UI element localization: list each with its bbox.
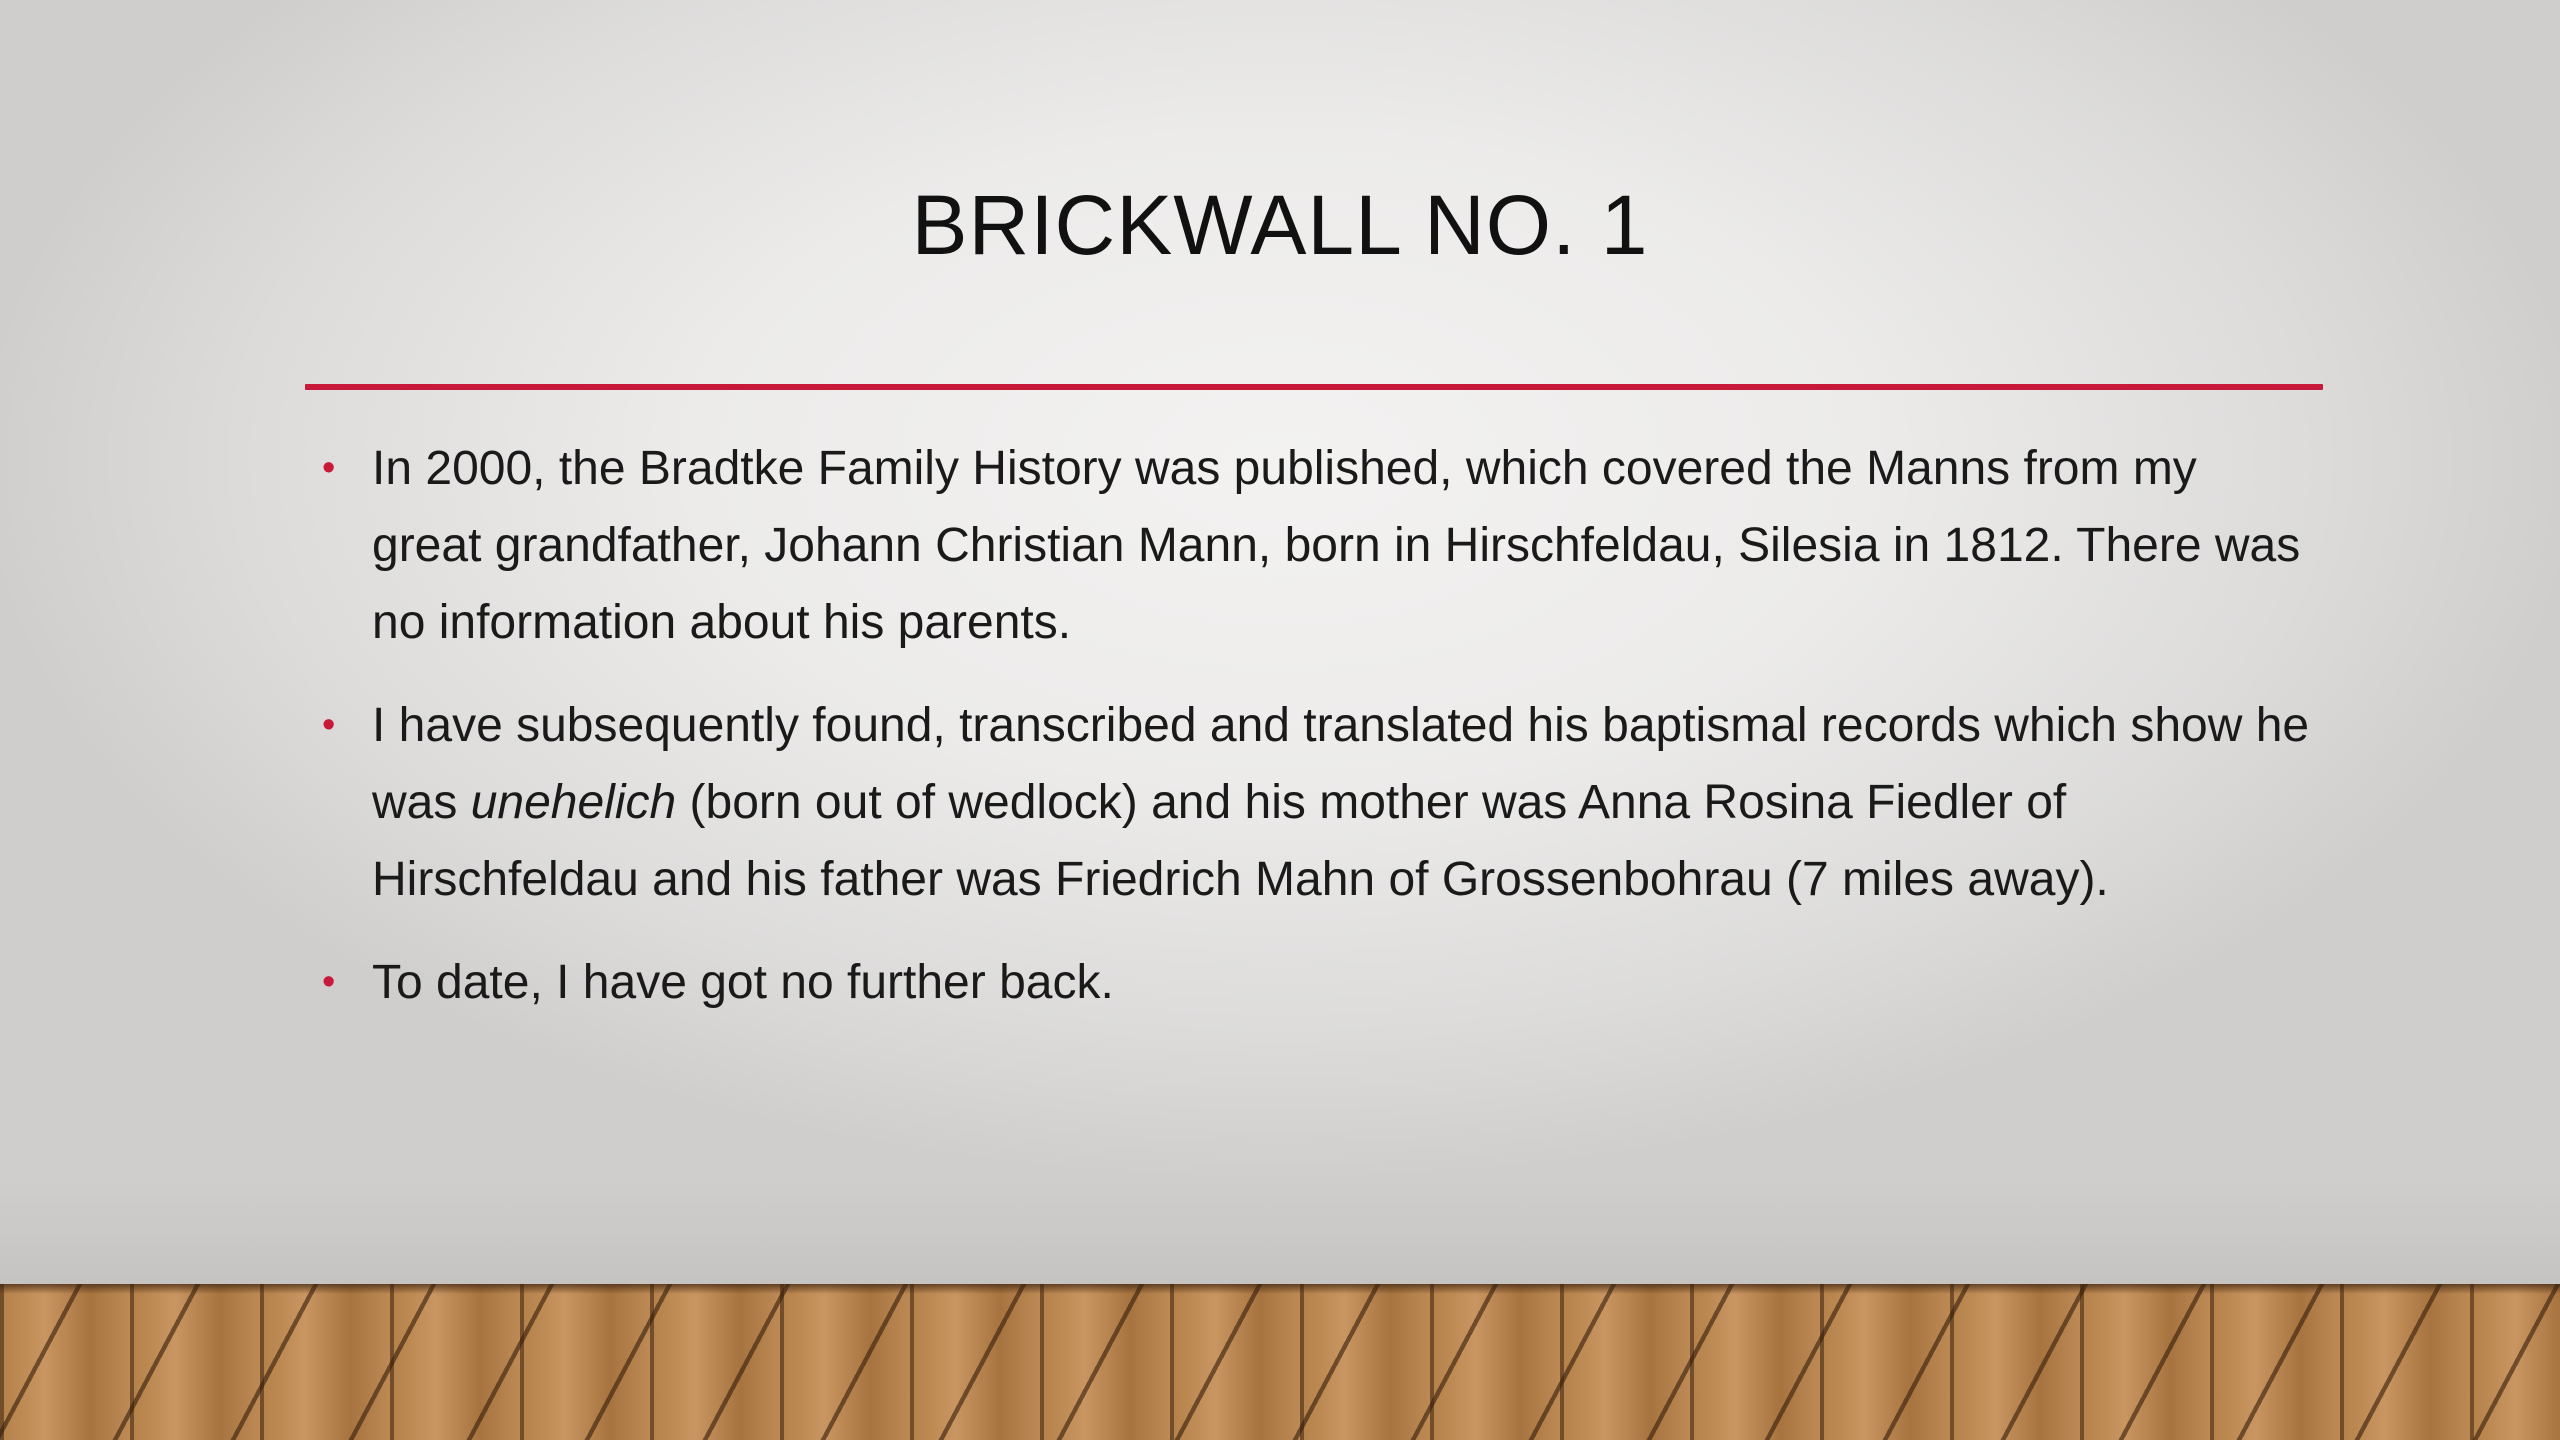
wall-shadow: [0, 1180, 2560, 1285]
bullet-item: [322, 430, 2312, 661]
floor-boards: [0, 1284, 2560, 1440]
bullet-text: I have subsequently found, transcribed and translated his baptismal records which show he was: [372, 699, 2310, 829]
bullet-dot-icon: •: [322, 704, 336, 746]
slide-title: BRICKWALL NO. 1: [911, 178, 1649, 272]
wood-floor: [0, 1284, 2560, 1440]
bullet-text: In 2000, the Bradtke Family History was published, which covered the Manns from my great grandfather, Johann Christian Mann, born in Hirschfeldau, Silesia in 1812. There was no information about his parents.: [372, 442, 2301, 649]
bullet-item: [322, 944, 2312, 1021]
floor-edge: [0, 1284, 2560, 1294]
title-divider: [305, 384, 2323, 390]
bullet-dot-icon: •: [322, 447, 336, 489]
bullet-list: [322, 430, 2312, 1047]
bullet-text: To date, I have got no further back.: [372, 956, 1114, 1009]
bullet-item: [322, 687, 2312, 918]
bullet-text: (born out of wedlock) and his mother was Anna Rosina Fiedler of Hirschfeldau and his father was Friedrich Mahn of Grossenbohrau (7 miles away).: [372, 776, 2109, 906]
bullet-dot-icon: •: [322, 961, 336, 1003]
bullet-italic-term: unehelich: [470, 776, 677, 829]
